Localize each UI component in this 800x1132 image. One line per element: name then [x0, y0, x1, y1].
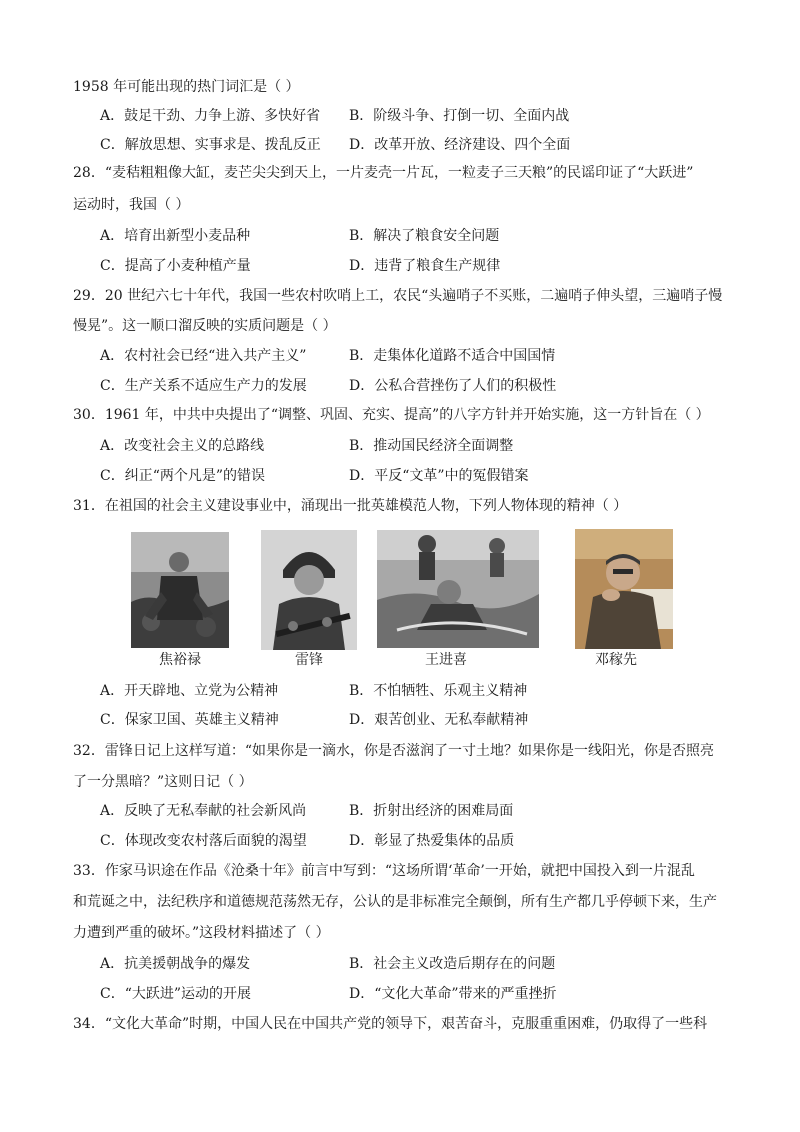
q29-stem-line2: 慢晃”。这一顺口溜反映的实质问题是（ ）: [73, 318, 337, 334]
q32-stem-line1: 32．雷锋日记上这样写道：“如果你是一滴水，你是否滋润了一寸土地？如果你是一线阳光，你是否照亮: [73, 743, 714, 759]
q27-option-c: C．解放思想、实事求是、拨乱反正: [100, 137, 321, 153]
photo-caption-jiao-yulu: 焦裕禄: [159, 652, 201, 668]
q27-option-d: D．改革开放、经济建设、四个全面: [349, 137, 571, 153]
photo-caption-wang-jinxi: 王进喜: [425, 652, 467, 668]
photo-wang-jinxi: [377, 530, 539, 648]
q31-option-a: A．开天辟地、立党为公精神: [100, 683, 279, 699]
q28-option-c: C．提高了小麦种植产量: [100, 258, 251, 274]
q31-stem: 31．在祖国的社会主义建设事业中，涌现出一批英雄模范人物，下列人物体现的精神（ ）: [73, 498, 628, 514]
q32-option-c: C．体现改变农村落后面貌的渴望: [100, 833, 307, 849]
q28-option-d: D．违背了粮食生产规律: [349, 258, 501, 274]
q31-option-c: C．保家卫国、英雄主义精神: [100, 712, 279, 728]
photo-caption-deng-jiaxian: 邓稼先: [595, 652, 637, 668]
q28-option-b: B．解决了粮食安全问题: [349, 228, 500, 244]
q28-stem-line2: 运动时，我国（ ）: [73, 197, 190, 213]
q29-option-a: A．农村社会已经“进入共产主义”: [100, 348, 307, 364]
q31-option-d: D．艰苦创业、无私奉献精神: [349, 712, 529, 728]
photo-caption-lei-feng: 雷锋: [295, 652, 323, 668]
q32-option-b: B．折射出经济的困难局面: [349, 803, 514, 819]
q33-option-d: D．“文化大革命”带来的严重挫折: [349, 986, 557, 1002]
q27-option-a: A．鼓足干劲、力争上游、多快好省: [100, 108, 321, 124]
q31-option-b: B．不怕牺牲、乐观主义精神: [349, 683, 528, 699]
q27-option-b: B．阶级斗争、打倒一切、全面内战: [349, 108, 570, 124]
q29-stem-line1: 29．20 世纪六七十年代，我国一些农村吹哨上工，农民“头遍哨子不买账，二遍哨子伸头望，三遍哨子慢: [73, 288, 723, 304]
q33-option-c: C．“大跃进”运动的开展: [100, 986, 252, 1002]
q30-option-d: D．平反“文革”中的冤假错案: [349, 468, 529, 484]
q33-stem-line2: 和荒诞之中，法纪秩序和道德规范荡然无存，公认的是非标准完全颠倒，所有生产都几乎停顿下来，生产: [73, 894, 717, 910]
q33-stem-line3: 力遭到严重的破坏。”这段材料描述了（ ）: [73, 925, 330, 941]
q30-option-c: C．纠正“两个凡是”的错误: [100, 468, 266, 484]
q32-stem-line2: 了一分黑暗？”这则日记（ ）: [73, 774, 253, 790]
q28-option-a: A．培育出新型小麦品种: [100, 228, 251, 244]
photo-deng-jiaxian: [575, 529, 673, 649]
q29-option-b: B．走集体化道路不适合中国国情: [349, 348, 556, 364]
q28-stem-line1: 28．“麦秸粗粗像大缸，麦芒尖尖到天上，一片麦壳一片瓦，一粒麦子三天粮”的民谣印证了“大跃进”: [73, 165, 694, 181]
q30-stem: 30．1961 年，中共中央提出了“调整、巩固、充实、提高”的八字方针并开始实施，这一方针旨在（ ）: [73, 407, 710, 423]
q30-option-b: B．推动国民经济全面调整: [349, 438, 514, 454]
q33-option-b: B．社会主义改造后期存在的问题: [349, 956, 556, 972]
photo-lei-feng: [261, 530, 357, 650]
q32-option-a: A．反映了无私奉献的社会新风尚: [100, 803, 307, 819]
q33-stem-line1: 33．作家马识途在作品《沧桑十年》前言中写到：“这场所谓‘革命’一开始，就把中国投入到一片混乱: [73, 863, 695, 879]
q29-option-d: D．公私合营挫伤了人们的积极性: [349, 378, 557, 394]
q33-option-a: A．抗美援朝战争的爆发: [100, 956, 251, 972]
q34-stem-line1: 34．“文化大革命”时期，中国人民在中国共产党的领导下，艰苦奋斗，克服重重困难，仍取得了一些科: [73, 1016, 708, 1032]
photo-jiao-yulu: [131, 532, 229, 648]
q29-option-c: C．生产关系不适应生产力的发展: [100, 378, 307, 394]
q32-option-d: D．彰显了热爱集体的品质: [349, 833, 515, 849]
q27-stem: 1958 年可能出现的热门词汇是（ ）: [73, 79, 300, 95]
q30-option-a: A．改变社会主义的总路线: [100, 438, 265, 454]
